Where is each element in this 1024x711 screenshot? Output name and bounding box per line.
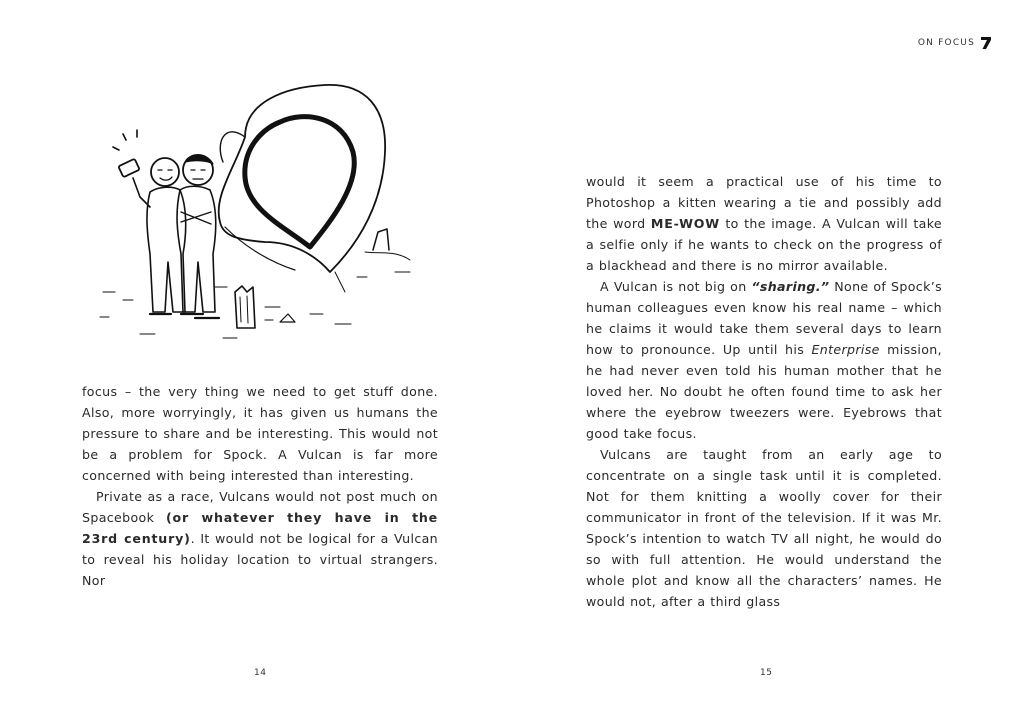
right-page-body (586, 171, 942, 612)
paragraph: Vulcans are taught from an early age to concentrate on a single task until it is completed. Not for them knitting a woolly cover for their communicator in front of the television. If it was Mr. Spock’s intention to watch TV all night, he would do so with full attention. He would understand the whole plot and know all the characters’ names. He would not, after a third glass (586, 447, 942, 609)
paragraph: focus – the very thing we need to get stuff done. Also, more worryingly, it has given us humans the pressure to share and be interesting. This would not be a problem for Spock. A Vulcan is far more concerned with being interested than interesting. (82, 384, 438, 483)
right-page (512, 0, 1024, 711)
paragraph (586, 171, 942, 276)
bold-text: ME-WOW (650, 216, 720, 231)
paragraph-text: A Vulcan is not big on (600, 279, 752, 294)
italic-text: Enterprise (811, 342, 880, 357)
paragraph-text: would it seem a practical use of his time to Photoshop a kitten wearing a tie and possibly add the word (586, 174, 942, 231)
paragraph-text: Private as a race, Vulcans would not post much on Spacebook (82, 489, 438, 525)
paragraph-text: mission, he had never even told his human mother that he loved her. No doubt he often found time to ask her where the eyebrow tweezers were. Eyebrows that good take focus. (586, 342, 942, 441)
bold-italic-text: “sharing.” (751, 279, 830, 294)
chapter-number-mark-icon (980, 36, 992, 50)
two-people-selfie-stone-ring-illustration (95, 82, 450, 357)
paragraph-text: . It would not be logical for a Vulcan to reveal his holiday location to virtual strangers. Nor (82, 531, 439, 588)
paragraph-text: to the image. A Vulcan will take a selfie only if he wants to check on the progress of a blackhead and there is no mirror available. (586, 216, 942, 273)
bold-text: (or whatever they have in the 23rd century) (82, 510, 439, 546)
left-page-body (82, 381, 438, 591)
chapter-title: ON FOCUS (917, 38, 975, 48)
paragraph (82, 486, 438, 591)
page-number-left: 14 (254, 668, 267, 678)
paragraph (586, 276, 942, 444)
paragraph-text: None of Spock’s human colleagues even know his real name – which he claims it would take them several days to learn how to pronounce. Up until his (586, 279, 942, 357)
running-header (918, 36, 992, 50)
page-number-right: 15 (760, 668, 773, 678)
